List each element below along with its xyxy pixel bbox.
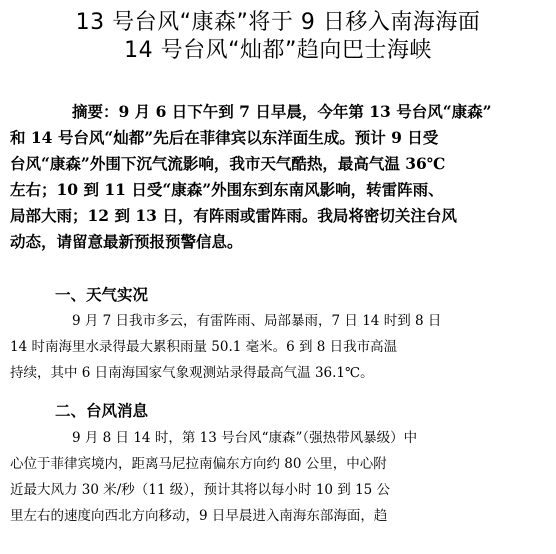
paragraph-line: 9 月 7 日我市多云，有雷阵雨、局部暴雨，7 日 14 时到 8 日 [72, 313, 442, 329]
document-title-line-1: 13 号台风“康森”将于 9 日移入南海海面 [75, 10, 481, 35]
abstract-line: 局部大雨；12 到 13 日，有阵雨或雷阵雨。我局将密切关注台风 [10, 206, 457, 225]
weather-paragraph [10, 308, 546, 386]
paragraph-line: 9 月 8 日 14 时，第 13 号台风“康森”（强热带风暴级）中 [72, 430, 418, 446]
abstract-line: 台风“康森”外围下沉气流影响，我市天气酷热，最高气温 36℃ [10, 154, 446, 173]
paragraph-line: 近最大风力 30 米/秒（11 级），预计其将以每小时 10 到 15 公 [10, 482, 391, 498]
typhoon-paragraph [10, 425, 546, 529]
paragraph-line: 持续，其中 6 日南海国家气象观测站录得最高气温 36.1℃。 [10, 365, 374, 381]
abstract-paragraph [10, 99, 546, 255]
abstract-line: 和 14 号台风“灿都”先后在菲律宾以东洋面生成。预计 9 日受 [10, 128, 439, 147]
document-title-line-2: 14 号台风“灿都”趋向巴士海峡 [124, 38, 432, 63]
abstract-line: 动态，请留意最新预报预警信息。 [10, 232, 243, 251]
abstract-line: 左右；10 到 11 日受“康森”外围东到东南风影响，转雷阵雨、 [10, 180, 444, 199]
section-heading-weather: 一、天气实况 [55, 286, 149, 304]
paragraph-line: 14 时南海里水录得最大累积雨量 50.1 毫米。6 到 8 日我市高温 [10, 339, 398, 355]
abstract-line: 摘要：9 月 6 日下午到 7 日早晨，今年第 13 号台风“康森” [72, 102, 492, 121]
paragraph-line: 心位于菲律宾境内，距离马尼拉南偏东方向约 80 公里，中心附 [10, 456, 387, 472]
paragraph-line: 里左右的速度向西北方向移动，9 日早晨进入南海东部海面，趋 [10, 508, 388, 524]
section-heading-typhoon: 二、台风消息 [55, 402, 149, 420]
